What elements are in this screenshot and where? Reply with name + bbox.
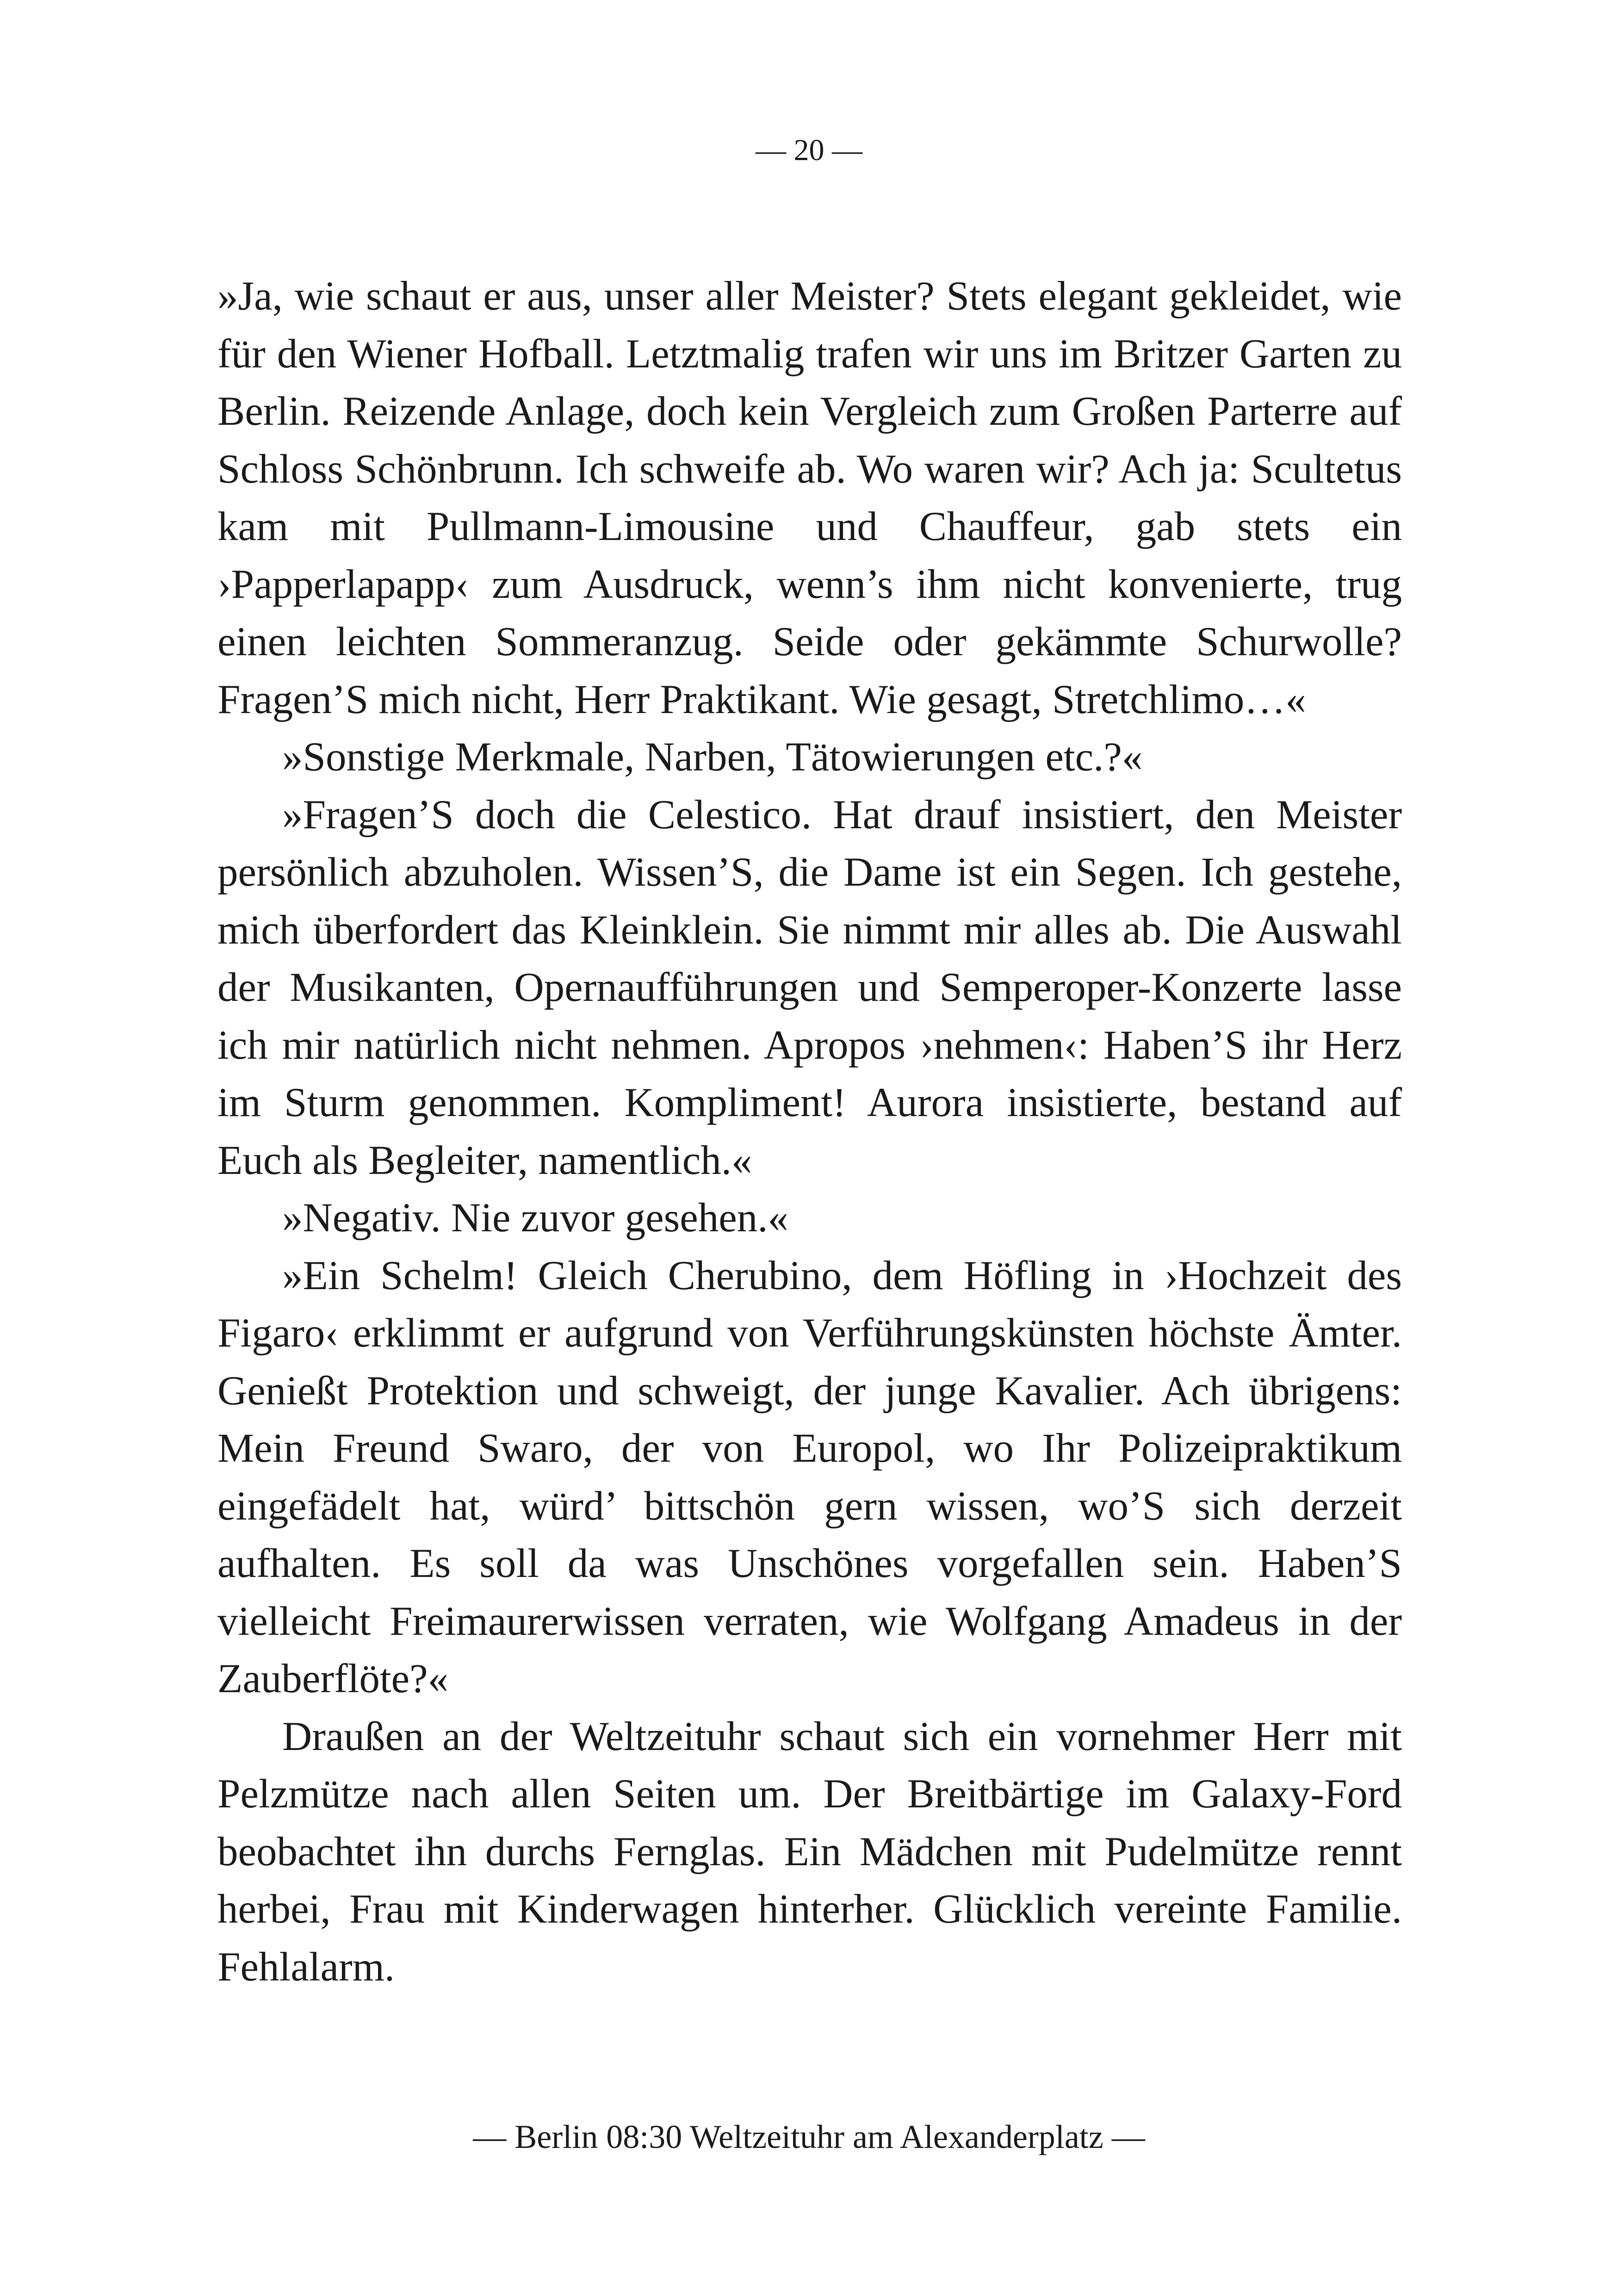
- paragraph-schelm: »Ein Schelm! Gleich Cherubino, dem Höfling in ›Hochzeit des Figaro‹ erklimmt er aufgrund von Verführungskünsten höchste Ämter. Genießt Protektion und schweigt, der junge Kavalier. Ach übrigens: Mein Freund Swaro, der von Europol, wo Ihr Polizeipraktikum eingefädelt hat, würd’ bittschön gern wissen, wo’S sich derzeit aufhalten. Es soll da was Unschönes vorgefallen sein. Haben’S vielleicht Freimaurerwissen verraten, wie Wolfgang Amadeus in der Zauberflöte?«: [217, 1253, 1402, 1701]
- main-text: [217, 267, 1402, 1996]
- page-number: — 20 —: [756, 133, 862, 167]
- paragraph-weltzeituhr: Draußen an der Weltzeituhr schaut sich ein vornehmer Herr mit Pelzmütze nach allen Seiten um. Der Breitbärtige im Galaxy-Ford beobachtet ihn durchs Fernglas. Ein Mädchen mit Pudelmütze rennt herbei, Frau mit Kinderwagen hinterher. Glücklich vereinte Familie. Fehlalarm.: [217, 1713, 1402, 1990]
- paragraph-meister-description: »Ja, wie schaut er aus, unser aller Meister? Stets elegant gekleidet, wie für den Wiener Hofball. Letztmalig trafen wir uns im Britzer Garten zu Berlin. Reizende Anlage, doch kein Vergleich zum Großen Parterre auf Schloss Schönbrunn. Ich schweife ab. Wo waren wir? Ach ja: Scultetus kam mit Pullmann-Limousine und Chauffeur, gab stets ein ›Papperlapapp‹ zum Ausdruck, wenn’s ihm nicht konvenierte, trug einen leichten Sommeranzug. Seide oder gekämmte Schurwolle? Fragen’S mich nicht, Herr Praktikant. Wie gesagt, Stretchlimo…«: [217, 273, 1402, 722]
- paragraph-celestico: »Fragen’S doch die Celestico. Hat drauf insistiert, den Meister persönlich abzuholen. Wissen’S, die Dame ist ein Segen. Ich gestehe, mich überfordert das Kleinklein. Sie nimmt mir alles ab. Die Auswahl der Musikanten, Opernaufführungen und Semperoper-Konzerte lasse ich mir natürlich nicht nehmen. Apropos ›nehmen‹: Haben’S ihr Herz im Sturm genommen. Kompliment! Aurora insistierte, bestand auf Euch als Begleiter, namentlich.«: [217, 792, 1402, 1183]
- running-footer: — Berlin 08:30 Weltzeituhr am Alexanderplatz —: [473, 2118, 1145, 2155]
- paragraph-question-features: »Sonstige Merkmale, Narben, Tätowierungen etc.?«: [282, 734, 1143, 780]
- paragraph-negative: »Negativ. Nie zuvor gesehen.«: [282, 1195, 788, 1241]
